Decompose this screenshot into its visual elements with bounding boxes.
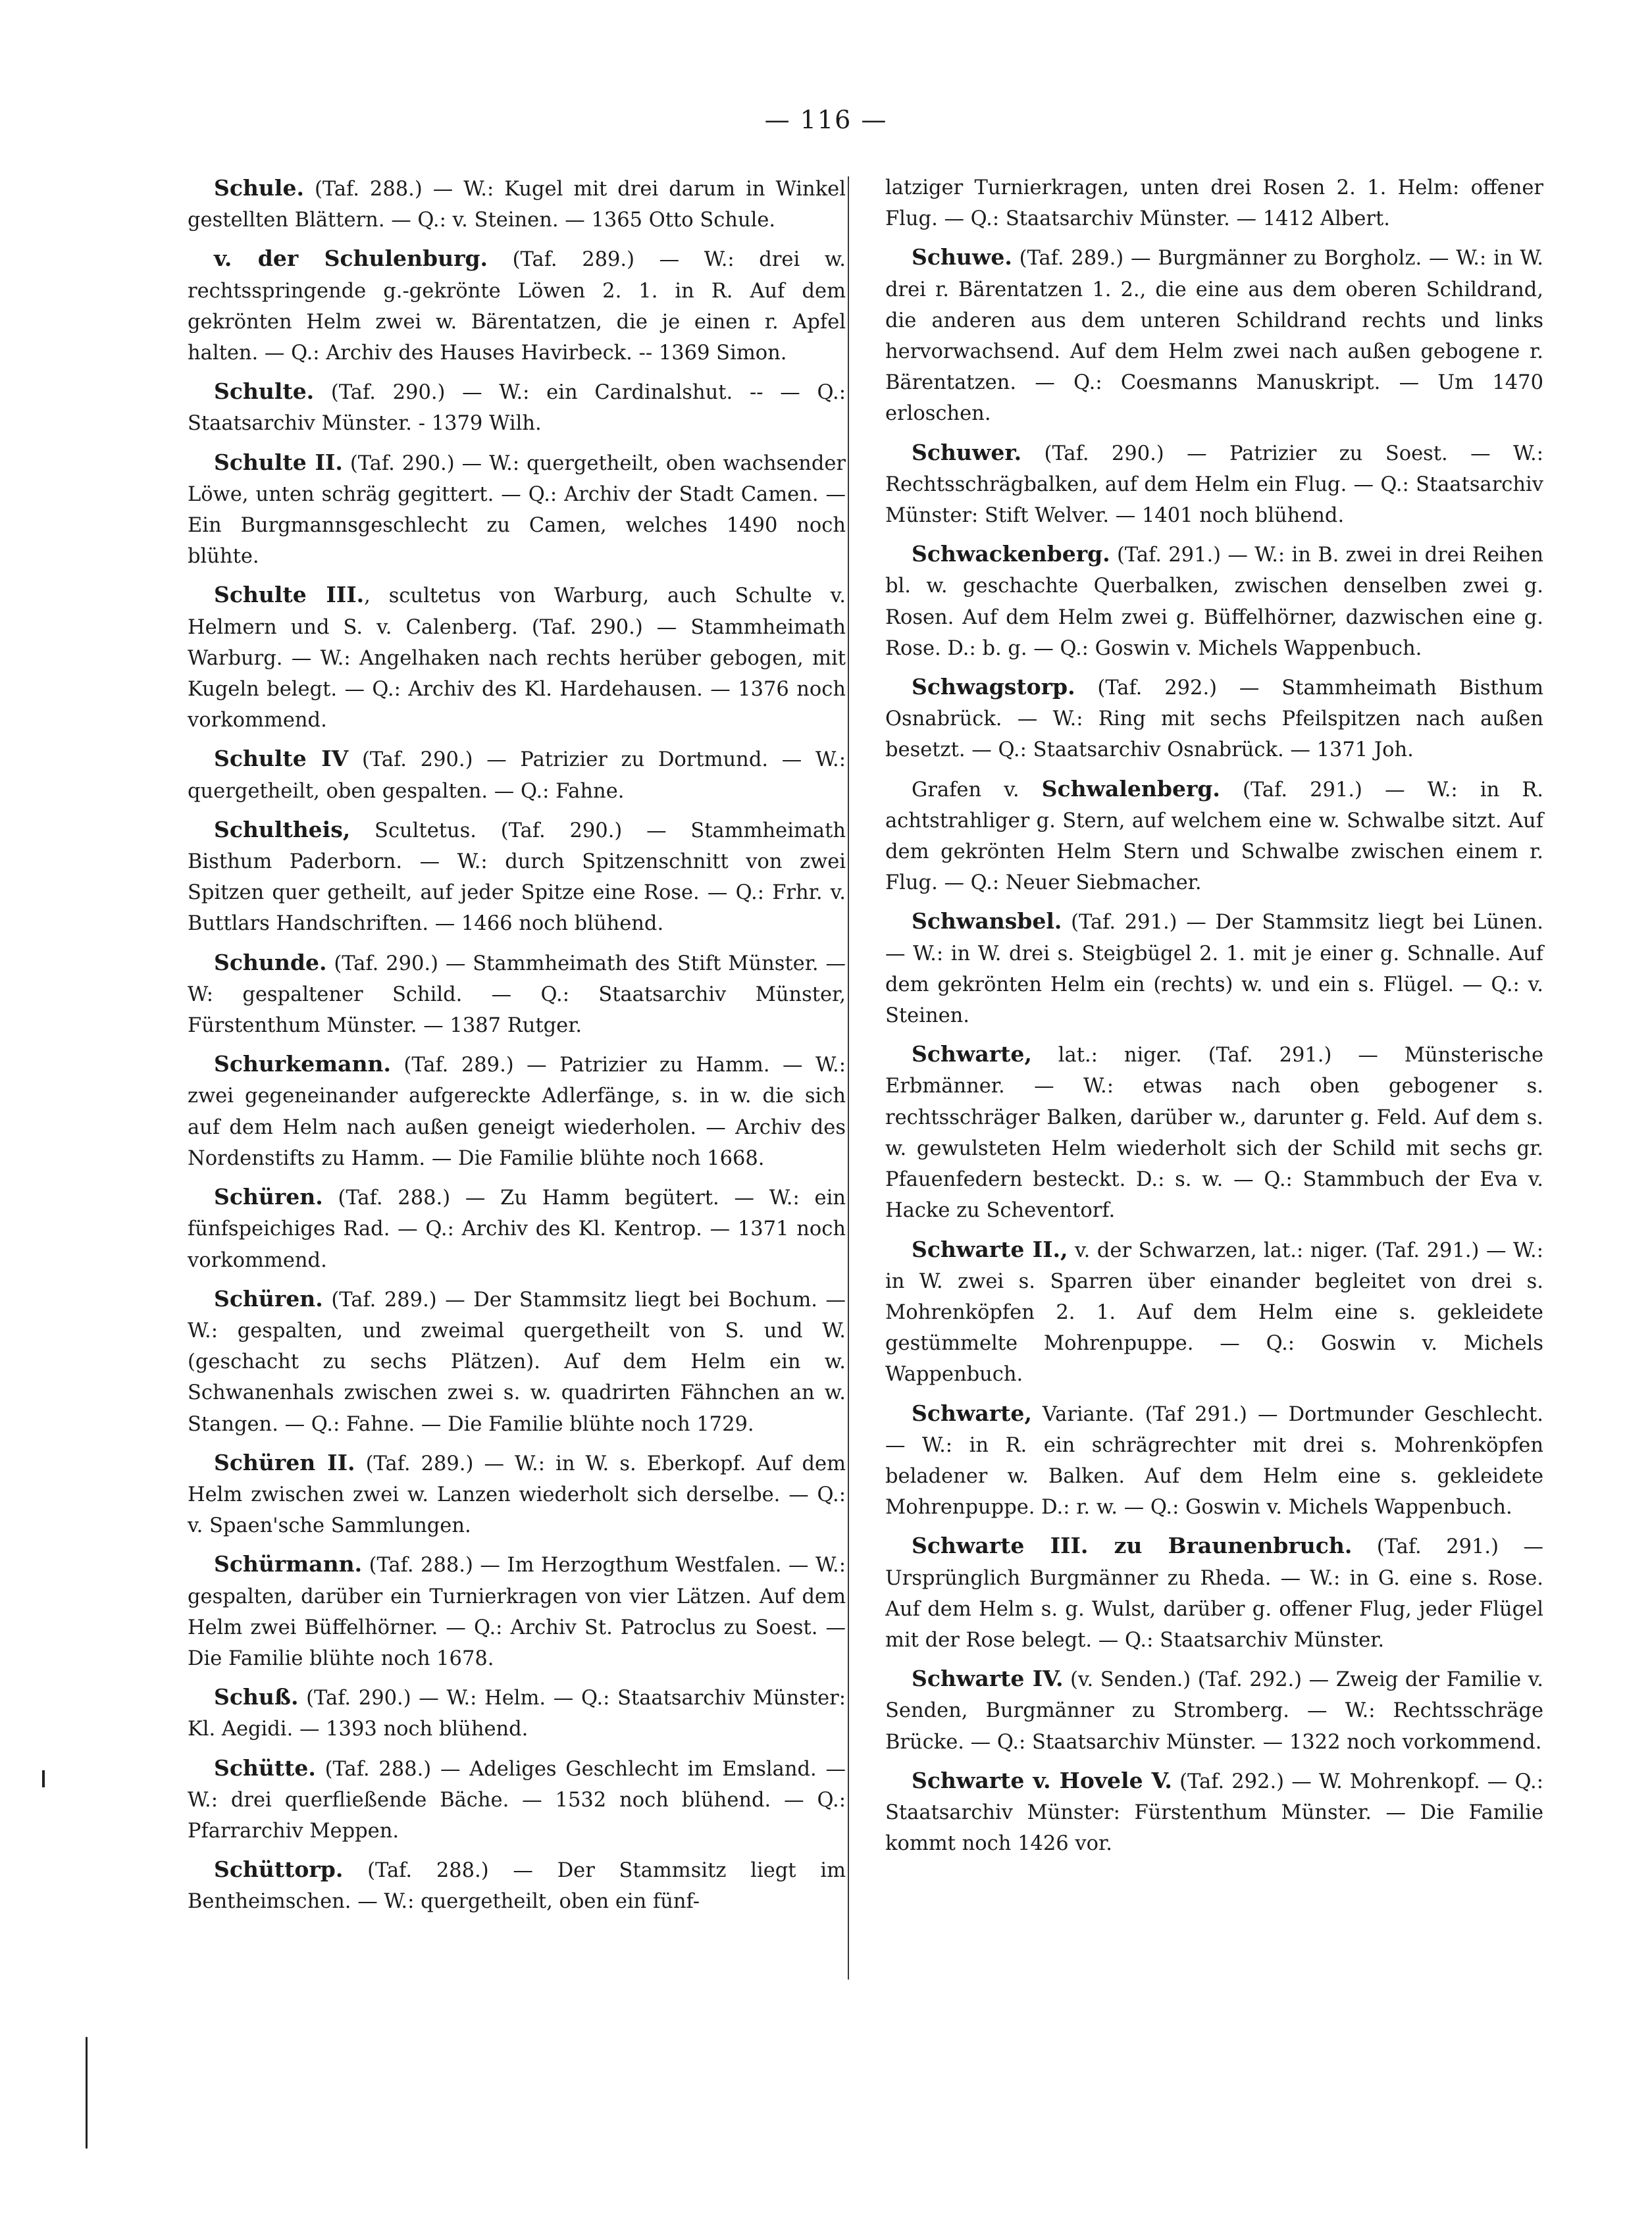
entry-schwarte-v (885, 1765, 1543, 1860)
entry-text: (Taf. 290.) — W.: ein Cardinalshut. -- — Q.: Staatsarchiv Münster. - 1379 Wilh. (188, 381, 846, 436)
entry-schwarte-ii (885, 1234, 1543, 1391)
left-column (188, 172, 846, 1925)
entry-text: (Taf. 288.) — Zu Hamm begütert. — W.: ein fünfspeichiges Rad. — Q.: Archiv des Kl. Kentrop. — 1371 noch vorkommend. (188, 1187, 846, 1272)
entry-headword: Schwarte, (912, 1041, 1032, 1067)
entry-headword: Schulte III. (214, 582, 365, 608)
entry-headword: Schwarte III. zu Braunenbruch. (912, 1533, 1353, 1559)
entry-schwalenberg (885, 773, 1543, 899)
entry-headword: Schwagstorp. (912, 674, 1075, 700)
entry-text: (Taf. 289.) — Burgmänner zu Borgholz. — W.: in W. drei r. Bärentatzen 1. 2., die eine aus dem oberen Schildrand, die anderen aus dem unteren Schildrand rechts und links hervorwachsend. Auf dem Helm zwei nach außen gebogene r. Bärentatzen. — Q.: Coesmanns Manuskript. — Um 1470 erloschen. (885, 247, 1543, 426)
entry-headword: der Schulenburg. (257, 245, 488, 272)
entry-text: (Taf. 289.) — Patrizier zu Hamm. — W.: zwei gegeneinander aufgereckte Adlerfänge, s. in w. die sich auf dem Helm nach außen geneigt wiederholen. — Archiv des Nordenstifts zu Hamm. — Die Familie blühte noch 1668. (188, 1054, 846, 1170)
entry-schulte (188, 376, 846, 439)
entry-text: (Taf. 292.) — W. Mohrenkopf. — Q.: Staatsarchiv Münster: Fürstenthum Münster. — Die Familie kommt noch 1426 vor. (885, 1770, 1544, 1856)
entry-headword: Schurkemann. (214, 1051, 391, 1077)
entry-text: (Taf. 288.) — W.: Kugel mit drei darum in Winkel gestellten Blättern. — Q.: v. Steinen. — 1365 Otto Schule. (188, 178, 846, 232)
entry-text: (Taf. 290.) — Patrizier zu Dortmund. — W.: quergetheilt, oben gespalten. — Q.: Fahne. (188, 748, 846, 803)
entry-text: v. der Schwarzen, lat.: niger. (Taf. 291.) — W.: in W. zwei s. Sparren über einander begleitet von drei s. Mohrenköpfen 2. 1. Auf dem Helm eine s. gekleidete gestümmelte Mohrenpuppe. — Q.: Goswin v. Michels Wappenbuch. (885, 1239, 1544, 1387)
entry-schwarte (885, 1038, 1543, 1226)
entry-schuwe (885, 242, 1543, 429)
entry-schueren (188, 1181, 846, 1276)
entry-schueren-ii (188, 1447, 846, 1542)
entry-schuss (188, 1681, 846, 1745)
entry-schwarte-iii (885, 1530, 1543, 1656)
entry-schwackenberg (885, 538, 1543, 664)
entry-text: (Taf. 288.) — Der Stammsitz liegt im Bentheimschen. — W.: quergetheilt, oben ein fünf- (188, 1859, 846, 1914)
entry-headword: Schüren. (214, 1184, 323, 1210)
entry-headword: Schürmann. (214, 1551, 363, 1577)
entry-text: lat.: niger. (Taf. 291.) — Münsterische Erbmänner. — W.: etwas nach oben gebogener s. rechtsschräger Balken, darüber w., darunter g. Feld. Auf dem s. w. gewulsteten Helm wiederholt sich der Schild mit sechs gr. Pfauenfedern besteckt. D.: s. w. — Q.: Stammbuch der Eva v. Hacke zu Scheventorf. (885, 1044, 1543, 1223)
entry-schulte-iii (188, 579, 846, 736)
entry-schueren-bochum (188, 1283, 846, 1440)
entry-headword: Schunde. (214, 949, 327, 975)
entry-headword: Schwalenberg. (1041, 775, 1220, 802)
entry-text: (v. Senden.) (Taf. 292.) — Zweig der Familie v. Senden, Burgmänner zu Stromberg. — W.: Rechtsschräge Brücke. — Q.: Staatsarchiv Münster. — 1322 noch vorkommend. (885, 1668, 1543, 1754)
entry-headword: Schüren II. (214, 1449, 355, 1475)
entry-schule (188, 172, 846, 236)
entry-headword: Schuwe. (912, 244, 1012, 270)
entry-headword: Schwarte IV. (912, 1666, 1064, 1692)
entry-headword: Schütte. (214, 1754, 316, 1781)
entry-headword: Schüren. (214, 1285, 323, 1312)
entry-schunde (188, 947, 846, 1042)
scan-speck-mark (42, 1770, 45, 1787)
entry-prefix: Grafen v. (912, 778, 1042, 802)
entry-text: (Taf. 291.) — W.: in R. achtstrahliger g. Stern, auf welchem eine w. Schwalbe sitzt. Auf dem gekrönten Helm Stern und Schwalbe zwischen einem r. Flug. — Q.: Neuer Siebmacher. (885, 778, 1543, 895)
entry-text: , scultetus von Warburg, auch Schulte v. Helmern und S. v. Calenberg. (Taf. 290.) — Stammheimath Warburg. — W.: Angelhaken nach rechts herüber gebogen, mit Kugeln belegt. — Q.: Archiv des Kl. Hardehausen. — 1376 noch vorkommend. (188, 584, 846, 732)
entry-text: Variante. (Taf 291.) — Dortmunder Geschlecht. — W.: in R. ein schrägrechter mit drei s. Mohrenköpfen beladener w. Balken. Auf dem Helm eine s. gekleidete Mohrenpuppe. D.: r. w. — Q.: Goswin v. Michels Wappenbuch. (885, 1402, 1543, 1520)
entry-text: Scultetus. (Taf. 290.) — Stammheimath Bisthum Paderborn. — W.: durch Spitzenschnitt von zwei Spitzen quer getheilt, auf jeder Spitze eine Rose. — Q.: Frhr. v. Buttlars Handschriften. — 1466 noch blühend. (188, 819, 846, 936)
entry-text: (Taf. 291.) — W.: in B. zwei in drei Reihen bl. w. geschachte Querbalken, zwischen denselben zwei g. Rosen. Auf dem Helm zwei g. Büffelhörner, dazwischen eine g. Rose. D.: b. g. — Q.: Goswin v. Michels Wappenbuch. (885, 544, 1543, 660)
entry-text: (Taf. 290.) — Stammheimath des Stift Münster. — W: gespaltener Schild. — Q.: Staatsarchiv Münster, Fürstenthum Münster. — 1387 Rutger. (188, 952, 846, 1038)
entry-text: latziger Turnierkragen, unten drei Rosen 2. 1. Helm: offener Flug. — Q.: Staatsarchiv Münster. — 1412 Albert. (885, 176, 1543, 231)
entry-headword: Schule. (214, 175, 304, 201)
entry-text: (Taf. 291.) — Der Stammsitz liegt bei Lünen. — W.: in W. drei s. Steigbügel 2. 1. mit je einer g. Schnalle. Auf dem gekrönten Helm ein (rechts) w. und ein s. Flügel. — Q.: v. Steinen. (885, 911, 1543, 1028)
entry-prefix: v. (214, 245, 258, 272)
entry-headword: Schwackenberg. (912, 541, 1110, 567)
entry-headword: Schulte IV (214, 746, 349, 772)
scan-edge-mark (86, 2037, 88, 2149)
entry-schulte-iv (188, 743, 846, 806)
entry-schuwer (885, 437, 1543, 532)
entry-text: (Taf. 290.) — Patrizier zu Soest. — W.: Rechtsschrägbalken, auf dem Helm ein Flug. — Q.: Staatsarchiv Münster: Stift Welver. — 1401 noch blühend. (885, 442, 1543, 528)
entry-text: (Taf. 289.) — W.: drei w. rechtsspringende g.-gekrönte Löwen 2. 1. in R. Auf dem gekrönten Helm zwei w. Bärentatzen, die je einen r. Apfel halten. — Q.: Archiv des Hauses Havirbeck. -- 1369 Simon. (188, 248, 846, 365)
entry-headword: Schwarte, (912, 1400, 1032, 1426)
entry-text: (Taf. 289.) — Der Stammsitz liegt bei Bochum. — W.: gespalten, und zweimal quergetheilt von S. und W. (geschacht zu sechs Plätzen). Auf dem Helm ein w. Schwanenhals zwischen zwei s. w. quadrirten Fähnchen an w. Stangen. — Q.: Fahne. — Die Familie blühte noch 1729. (188, 1288, 846, 1436)
entry-headword: Schulte II. (214, 449, 343, 475)
entry-headword: Schuwer. (912, 439, 1022, 465)
entry-text: (Taf. 288.) — Im Herzogthum Westfalen. — W.: gespalten, darüber ein Turnierkragen von vier Lätzen. Auf dem Helm zwei Büffelhörner. — Q.: Archiv St. Patroclus zu Soest. — Die Familie blühte noch 1678. (188, 1554, 846, 1670)
entry-headword: Schultheis, (214, 816, 351, 842)
entry-schuette (188, 1752, 846, 1847)
entry-schwansbel (885, 906, 1543, 1031)
page-number: — 116 — (764, 105, 888, 134)
entry-schurkemann (188, 1048, 846, 1174)
entry-schuettorp (188, 1854, 846, 1917)
entry-schuermann (188, 1548, 846, 1674)
entry-schultheis (188, 814, 846, 940)
entry-text: (Taf. 290.) — W.: quergetheilt, oben wachsender Löwe, unten schräg gegittert. — Q.: Archiv der Stadt Camen. — Ein Burgmannsgeschlecht zu Camen, welches 1490 noch blühte. (188, 451, 846, 569)
entry-headword: Schwarte II., (912, 1236, 1068, 1262)
entry-headword: Schuß. (214, 1684, 299, 1710)
entry-headword: Schüttorp. (214, 1856, 344, 1883)
entry-text: (Taf. 292.) — Stammheimath Bisthum Osnabrück. — W.: Ring mit sechs Pfeilspitzen nach außen besetzt. — Q.: Staatsarchiv Osnabrück. — 1371 Joh. (885, 677, 1543, 762)
entry-schwarte-iv (885, 1663, 1543, 1758)
entry-text: (Taf. 289.) — W.: in W. s. Eberkopf. Auf dem Helm zwischen zwei w. Lanzen wiederholt sich derselbe. — Q.: v. Spaen'sche Sammlungen. (188, 1452, 846, 1538)
entry-schwagstorp (885, 671, 1543, 766)
entry-headword: Schwansbel. (912, 908, 1062, 934)
entry-schulte-ii (188, 447, 846, 573)
entry-schuettorp-continued (885, 172, 1543, 234)
entry-headword: Schwarte v. Hovele V. (912, 1767, 1172, 1793)
right-column (885, 172, 1543, 1866)
entry-text: (Taf. 291.) — Ursprünglich Burgmänner zu Rheda. — W.: in G. eine s. Rose. Auf dem Helm s. g. Wulst, darüber g. offener Flug, jeder Flügel mit der Rose belegt. — Q.: Staatsarchiv Münster. (885, 1535, 1543, 1652)
entry-text: (Taf. 288.) — Adeliges Geschlecht im Emsland. — W.: drei querfließende Bäche. — 1532 noch blühend. — Q.: Pfarrarchiv Meppen. (188, 1757, 846, 1843)
entry-schwarte-variante (885, 1398, 1543, 1523)
column-divider (848, 176, 849, 1980)
entry-text: (Taf. 290.) — W.: Helm. — Q.: Staatsarchiv Münster: Kl. Aegidi. — 1393 noch blühend. (188, 1687, 846, 1741)
entry-schulenburg (188, 243, 846, 369)
entry-headword: Schulte. (214, 378, 315, 405)
